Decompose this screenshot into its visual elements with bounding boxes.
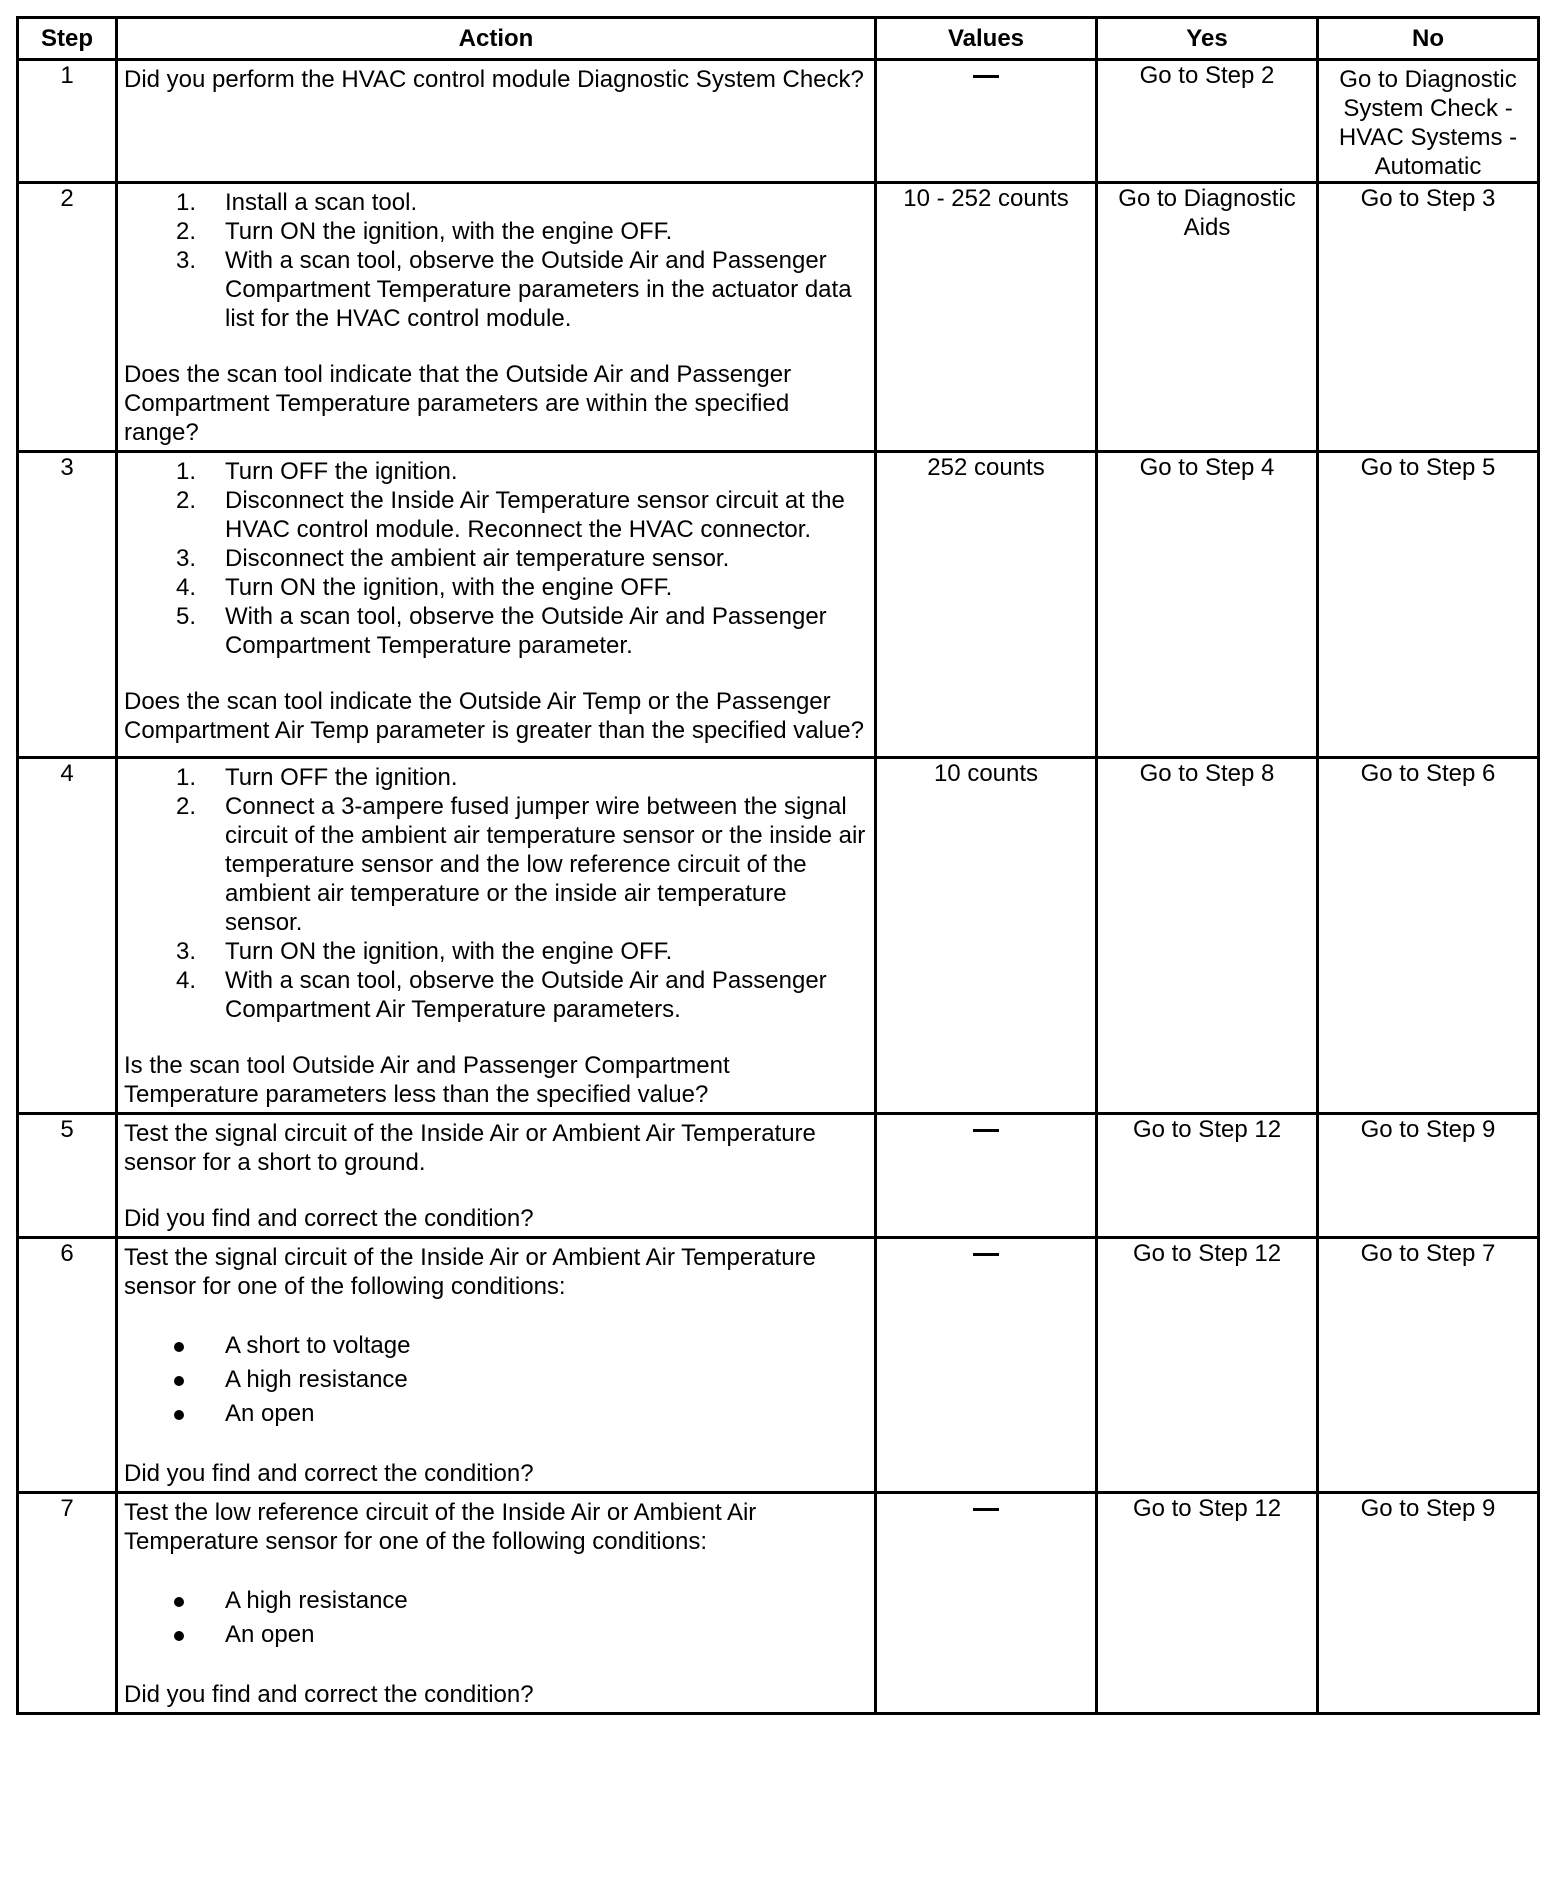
action-cell bbox=[117, 758, 876, 1114]
condition-list bbox=[124, 1584, 868, 1652]
action-cell bbox=[117, 1114, 876, 1238]
table-row bbox=[18, 1493, 1539, 1714]
no-link: Go to Step 9 bbox=[1360, 1495, 1496, 1522]
procedure-list bbox=[124, 188, 868, 333]
action-question: Does the scan tool indicate the Outside Air Temp or the Passenger Compartment Air Temp parameter is greater than the specified value? bbox=[124, 688, 864, 744]
action-question: Did you find and correct the condition? bbox=[124, 1205, 534, 1232]
step-number: 1 bbox=[18, 60, 117, 183]
action-cell bbox=[117, 452, 876, 758]
step-number: 6 bbox=[18, 1238, 117, 1493]
list-item: 3. Disconnect the ambient air temperature sensor. bbox=[176, 545, 730, 572]
dash-mark bbox=[973, 1129, 999, 1132]
step-number: 7 bbox=[18, 1493, 117, 1714]
list-item: A high resistance bbox=[124, 1363, 868, 1397]
yes-cell bbox=[1097, 1493, 1318, 1714]
action-cell bbox=[117, 183, 876, 452]
action-question: Did you find and correct the condition? bbox=[124, 1460, 534, 1487]
yes-cell bbox=[1097, 452, 1318, 758]
list-item: 2. Disconnect the Inside Air Temperature sensor circuit at the HVAC control module. Reconnect the HVAC connector. bbox=[176, 487, 845, 543]
procedure-list bbox=[124, 763, 868, 1024]
header-action: Action bbox=[117, 18, 876, 60]
yes-link: Go to Step 12 bbox=[1132, 1495, 1282, 1522]
procedure-list bbox=[124, 457, 868, 660]
header-yes: Yes bbox=[1097, 18, 1318, 60]
table-row bbox=[18, 1238, 1539, 1493]
list-item: A short to voltage bbox=[124, 1329, 868, 1363]
bullet-icon bbox=[174, 1631, 184, 1641]
table-row bbox=[18, 183, 1539, 452]
yes-link: Go to Step 12 bbox=[1132, 1116, 1282, 1143]
list-item: 3. With a scan tool, observe the Outside Air and Passenger Compartment Temperature parameters in the actuator data list for the HVAC control module. bbox=[176, 247, 852, 332]
no-link: Go to Diagnostic System Check - HVAC Systems - Automatic bbox=[1338, 66, 1518, 180]
list-item: An open bbox=[124, 1618, 868, 1652]
action-cell bbox=[117, 60, 876, 183]
value-cell bbox=[876, 1238, 1097, 1493]
list-item: 2. Turn ON the ignition, with the engine OFF. bbox=[176, 218, 673, 245]
header-no: No bbox=[1318, 18, 1539, 60]
no-cell bbox=[1318, 1493, 1539, 1714]
no-link: Go to Step 6 bbox=[1360, 760, 1496, 787]
action-text: Test the low reference circuit of the Inside Air or Ambient Air Temperature sensor for one of the following conditions: bbox=[124, 1499, 757, 1555]
table-row bbox=[18, 758, 1539, 1114]
yes-cell bbox=[1097, 758, 1318, 1114]
list-item: 1. Turn OFF the ignition. bbox=[176, 458, 458, 485]
header-step: Step bbox=[18, 18, 117, 60]
action-question: Did you find and correct the condition? bbox=[124, 1681, 534, 1708]
action-cell bbox=[117, 1493, 876, 1714]
no-link: Go to Step 5 bbox=[1360, 454, 1496, 481]
yes-link: Go to Step 12 bbox=[1132, 1240, 1282, 1267]
yes-cell bbox=[1097, 60, 1318, 183]
list-item: An open bbox=[124, 1397, 868, 1431]
yes-link: Go to Step 4 bbox=[1139, 454, 1275, 481]
dash-mark bbox=[973, 75, 999, 78]
step-number: 2 bbox=[18, 183, 117, 452]
list-item: 1. Turn OFF the ignition. bbox=[176, 764, 458, 791]
value-cell bbox=[876, 1493, 1097, 1714]
header-values: Values bbox=[876, 18, 1097, 60]
table-row bbox=[18, 60, 1539, 183]
no-link: Go to Step 9 bbox=[1360, 1116, 1496, 1143]
header-row bbox=[18, 18, 1539, 60]
no-cell bbox=[1318, 1238, 1539, 1493]
dash-mark bbox=[973, 1253, 999, 1256]
diagnostic-table bbox=[16, 16, 1540, 1715]
table-row bbox=[18, 1114, 1539, 1238]
action-text: Test the signal circuit of the Inside Air or Ambient Air Temperature sensor for one of the following conditions: bbox=[124, 1244, 816, 1300]
list-item: 1. Install a scan tool. bbox=[176, 189, 418, 216]
no-cell bbox=[1318, 183, 1539, 452]
action-cell bbox=[117, 1238, 876, 1493]
value-cell: 10 - 252 counts bbox=[876, 183, 1097, 452]
step-number: 4 bbox=[18, 758, 117, 1114]
no-cell bbox=[1318, 1114, 1539, 1238]
yes-cell bbox=[1097, 1114, 1318, 1238]
value-cell bbox=[876, 60, 1097, 183]
yes-cell bbox=[1097, 183, 1318, 452]
bullet-icon bbox=[174, 1410, 184, 1420]
bullet-icon bbox=[174, 1342, 184, 1352]
no-cell bbox=[1318, 452, 1539, 758]
action-question: Is the scan tool Outside Air and Passenger Compartment Temperature parameters less than the specified value? bbox=[124, 1052, 730, 1108]
table-row bbox=[18, 452, 1539, 758]
action-question: Does the scan tool indicate that the Outside Air and Passenger Compartment Temperature parameters are within the specified range? bbox=[124, 361, 792, 446]
no-link: Go to Step 7 bbox=[1360, 1240, 1496, 1267]
yes-cell bbox=[1097, 1238, 1318, 1493]
list-item: 5. With a scan tool, observe the Outside Air and Passenger Compartment Temperature parameter. bbox=[176, 603, 827, 659]
value-cell bbox=[876, 1114, 1097, 1238]
bullet-icon bbox=[174, 1376, 184, 1386]
action-text: Did you perform the HVAC control module Diagnostic System Check? bbox=[124, 66, 864, 93]
no-link: Go to Step 3 bbox=[1360, 185, 1496, 212]
step-number: 5 bbox=[18, 1114, 117, 1238]
action-text: Test the signal circuit of the Inside Air or Ambient Air Temperature sensor for a short to ground. bbox=[124, 1120, 816, 1176]
value-cell: 10 counts bbox=[876, 758, 1097, 1114]
yes-link: Go to Step 8 bbox=[1139, 760, 1275, 787]
list-item: 2. Connect a 3-ampere fused jumper wire between the signal circuit of the ambient air temperature sensor or the inside air temperature sensor and the low reference circuit of the ambient air temperature or the inside air temperature sensor. bbox=[176, 793, 866, 936]
yes-link: Go to Step 2 bbox=[1139, 62, 1275, 89]
list-item: A high resistance bbox=[124, 1584, 868, 1618]
no-cell bbox=[1318, 758, 1539, 1114]
list-item: 4. Turn ON the ignition, with the engine OFF. bbox=[176, 574, 673, 601]
list-item: 4. With a scan tool, observe the Outside Air and Passenger Compartment Air Temperature parameters. bbox=[176, 967, 827, 1023]
yes-link: Go to Diagnostic Aids bbox=[1118, 185, 1296, 241]
value-cell: 252 counts bbox=[876, 452, 1097, 758]
step-number: 3 bbox=[18, 452, 117, 758]
no-cell bbox=[1318, 60, 1539, 183]
bullet-icon bbox=[174, 1597, 184, 1607]
list-item: 3. Turn ON the ignition, with the engine OFF. bbox=[176, 938, 673, 965]
condition-list bbox=[124, 1329, 868, 1431]
dash-mark bbox=[973, 1508, 999, 1511]
